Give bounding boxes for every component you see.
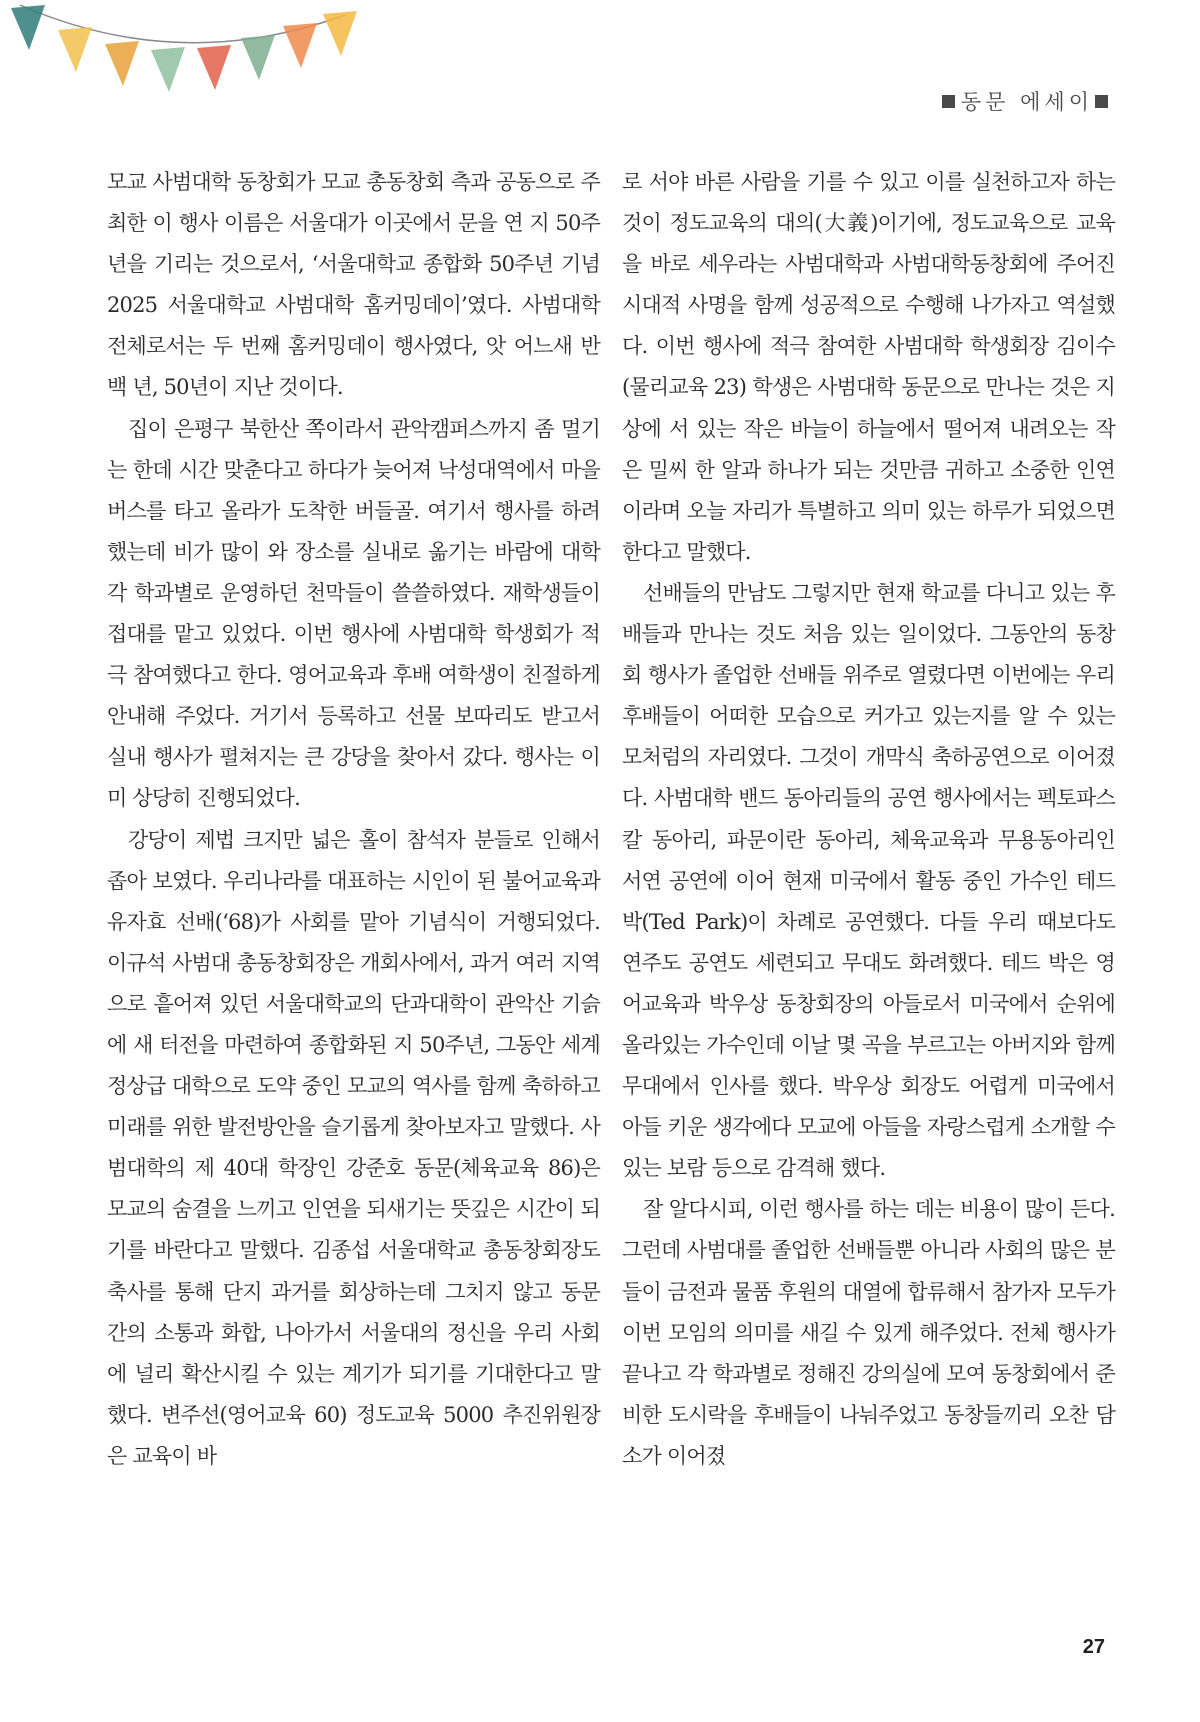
bunting-flag	[241, 35, 275, 80]
section-label	[942, 86, 1108, 116]
right-column	[622, 162, 1115, 1477]
bunting-flag	[11, 5, 45, 50]
paragraph: 잘 알다시피, 이런 행사를 하는 데는 비용이 많이 든다. 그런데 사범대를 졸업한 선배들뿐 아니라 사회의 많은 분들이 금전과 물품 후원의 대열에 합류해서 참가자 모두가 이번 모임의 의미를 새길 수 있게 해주었다. 전체 행사가 끝나고 각 학과별로 정해진 강의실에 모여 동창회에서 준비한 도시락을 후배들이 나눠주었고 동창들끼리 오찬 담소가 이어졌	[622, 1197, 1115, 1468]
bunting-flag	[197, 45, 231, 90]
square-bullet-icon	[942, 95, 955, 108]
paragraph: 로 서야 바른 사람을 기를 수 있고 이를 실천하고자 하는 것이 정도교육의 대의(大義)이기에, 정도교육으로 교육을 바로 세우라는 사범대학과 사범대학동창회에 주어진 시대적 사명을 함께 성공적으로 수행해 나가자고 역설했다. 이번 행사에 적극 참여한 사범대학 학생회장 김이수(물리교육 23) 학생은 사범대학 동문으로 만나는 것은 지상에 서 있는 작은 바늘이 하늘에서 떨어져 내려오는 작은 밀씨 한 알과 하나가 되는 것만큼 귀하고 소중한 인연이라며 오늘 자리가 특별하고 의미 있는 하루가 되었으면 한다고 말했다.	[622, 170, 1115, 564]
bunting-flag	[105, 41, 139, 86]
bunting-decoration	[0, 0, 360, 105]
bunting-flag	[323, 11, 357, 56]
paragraph: 강당이 제법 크지만 넓은 홀이 참석자 분들로 인해서 좁아 보였다. 우리나라를 대표하는 시인이 된 불어교육과 유자효 선배(‘68)가 사회를 맡아 기념식이 거행되었다. 이규석 사범대 총동창회장은 개회사에서, 과거 여러 지역으로 흩어져 있던 서울대학교의 단과대학이 관악산 기슭에 새 터전을 마련하여 종합화된 지 50주년, 그동안 세계 정상급 대학으로 도약 중인 모교의 역사를 함께 축하하고 미래를 위한 발전방안을 슬기롭게 찾아보자고 말했다. 사범대학의 제 40대 학장인 강준호 동문(체육교육 86)은 모교의 숨결을 느끼고 인연을 되새기는 뜻깊은 시간이 되기를 바란다고 말했다. 김종섭 서울대학교 총동창회장도 축사를 통해 단지 과거를 회상하는데 그치지 않고 동문 간의 소통과 화합, 나아가서 서울대의 정신을 우리 사회에 널리 확산시킬 수 있는 계기가 되기를 기대한다고 말했다. 변주선(영어교육 60) 정도교육 5000 추진위원장은 교육이 바	[107, 827, 600, 1468]
bunting-flag	[283, 23, 317, 68]
bunting-flag	[151, 47, 185, 92]
bunting-flag	[58, 27, 92, 72]
page-number: 27	[1082, 1636, 1105, 1658]
left-column	[107, 162, 600, 1477]
paragraph: 모교 사범대학 동창회가 모교 총동창회 측과 공동으로 주최한 이 행사 이름은 서울대가 이곳에서 문을 연 지 50주년을 기리는 것으로서, ‘서울대학교 종합화 50주년 기념 2025 서울대학교 사범대학 홈커밍데이’였다. 사범대학 전체로서는 두 번째 홈커밍데이 행사였다, 앗 어느새 반 백 년, 50년이 지난 것이다.	[107, 170, 600, 400]
paragraph: 집이 은평구 북한산 쪽이라서 관악캠퍼스까지 좀 멀기는 한데 시간 맞춘다고 하다가 늦어져 낙성대역에서 마을버스를 타고 올라가 도착한 버들골. 여기서 행사를 하려 했는데 비가 많이 와 장소를 실내로 옮기는 바람에 대학 각 학과별로 운영하던 천막들이 쓸쓸하였다. 재학생들이 접대를 맡고 있었다. 이번 행사에 사범대학 학생회가 적극 참여했다고 한다. 영어교육과 후배 여학생이 친절하게 안내해 주었다. 거기서 등록하고 선물 보따리도 받고서 실내 행사가 펼쳐지는 큰 강당을 찾아서 갔다. 행사는 이미 상당히 진행되었다.	[107, 416, 600, 811]
square-bullet-icon	[1095, 95, 1108, 108]
paragraph: 선배들의 만남도 그렇지만 현재 학교를 다니고 있는 후배들과 만나는 것도 처음 있는 일이었다. 그동안의 동창회 행사가 졸업한 선배들 위주로 열렸다면 이번에는 우리 후배들이 어떠한 모습으로 커가고 있는지를 알 수 있는 모처럼의 자리였다. 그것이 개막식 축하공연으로 이어졌다. 사범대학 밴드 동아리들의 공연 행사에서는 펙토파스칼 동아리, 파문이란 동아리, 체육교육과 무용동아리인 서연 공연에 이어 현재 미국에서 활동 중인 가수인 테드 박(Ted Park)이 차례로 공연했다. 다들 우리 때보다도 연주도 공연도 세련되고 무대도 화려했다. 테드 박은 영어교육과 박우상 동창회장의 아들로서 미국에서 순위에 올라있는 가수인데 이날 몇 곡을 부르고는 아버지와 함께 무대에서 인사를 했다. 박우상 회장도 어렵게 미국에서 아들 키운 생각에다 모교에 아들을 자랑스럽게 소개할 수 있는 보람 등으로 감격해 했다.	[622, 580, 1115, 1181]
section-label-text: 동문 에세이	[960, 90, 1093, 114]
